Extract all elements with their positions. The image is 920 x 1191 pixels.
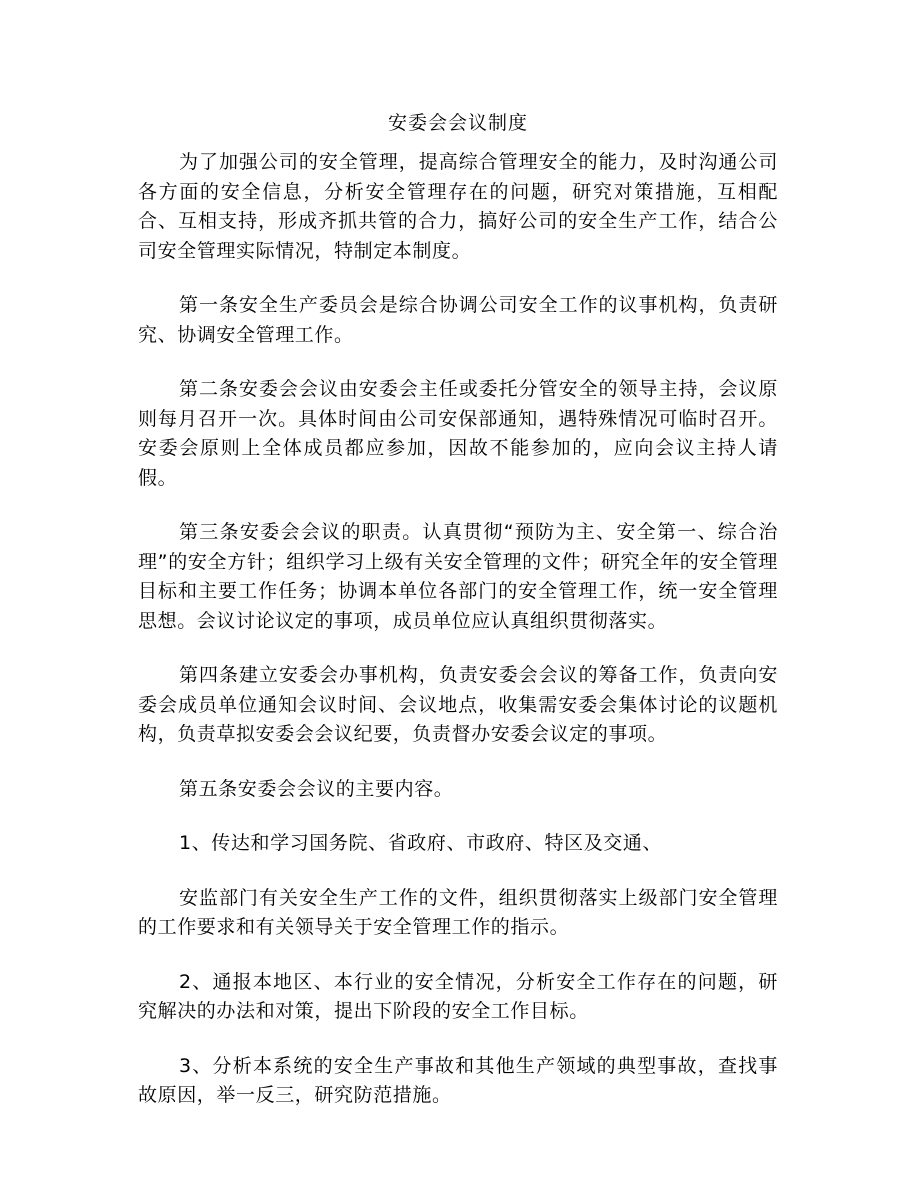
paragraph-article-3: 第三条安委会会议的职责。认真贯彻“预防为主、安全第一、综合治理”的安全方针；组织学习上级有关安全管理的文件；研究全年的安全管理目标和主要工作任务；协调本单位各部门的安全管理工作，统一安全管理思想。会议讨论议定的事项，成员单位应认真组织贯彻落实。 [138, 521, 778, 632]
document-body [138, 104, 778, 1136]
paragraph-intro: 为了加强公司的安全管理，提高综合管理安全的能力，及时沟通公司各方面的安全信息，分析安全管理存在的问题，研究对策措施，互相配合、互相支持，形成齐抓共管的合力，搞好公司的安全生产工作，结合公司安全管理实际情况，特制定本制度。 [138, 151, 778, 262]
paragraph-item-1: 1、传达和学习国务院、省政府、市政府、特区及交通、 [179, 832, 663, 854]
paragraph-item-2: 2、通报本地区、本行业的安全情况，分析安全工作存在的问题，研究解决的办法和对策，提出下阶段的安全工作目标。 [138, 970, 778, 1022]
paragraph-item-3: 3、分析本系统的安全生产事故和其他生产领域的典型事故，查找事故原因，举一反三，研究防范措施。 [138, 1054, 778, 1106]
document-title: 安委会会议制度 [387, 112, 528, 134]
paragraph-article-4: 第四条建立安委会办事机构，负责安委会会议的筹备工作，负责向安委会成员单位通知会议时间、会议地点，收集需安委会集体讨论的议题机构，负责草拟安委会会议纪要，负责督办安委会议定的事项。 [138, 664, 778, 745]
paragraph-article-1: 第一条安全生产委员会是综合协调公司安全工作的议事机构，负责研究、协调安全管理工作。 [138, 294, 778, 346]
paragraph-article-5: 第五条安委会会议的主要内容。 [179, 777, 454, 800]
paragraph-item-1-continued: 安监部门有关安全生产工作的文件，组织贯彻落实上级部门安全管理的工作要求和有关领导关于安全管理工作的指示。 [138, 886, 778, 938]
paragraph-article-2: 第二条安委会会议由安委会主任或委托分管安全的领导主持，会议原则每月召开一次。具体时间由公司安保部通知，遇特殊情况可临时召开。安委会原则上全体成员都应参加，因故不能参加的，应向会议主持人请假。 [138, 378, 778, 489]
